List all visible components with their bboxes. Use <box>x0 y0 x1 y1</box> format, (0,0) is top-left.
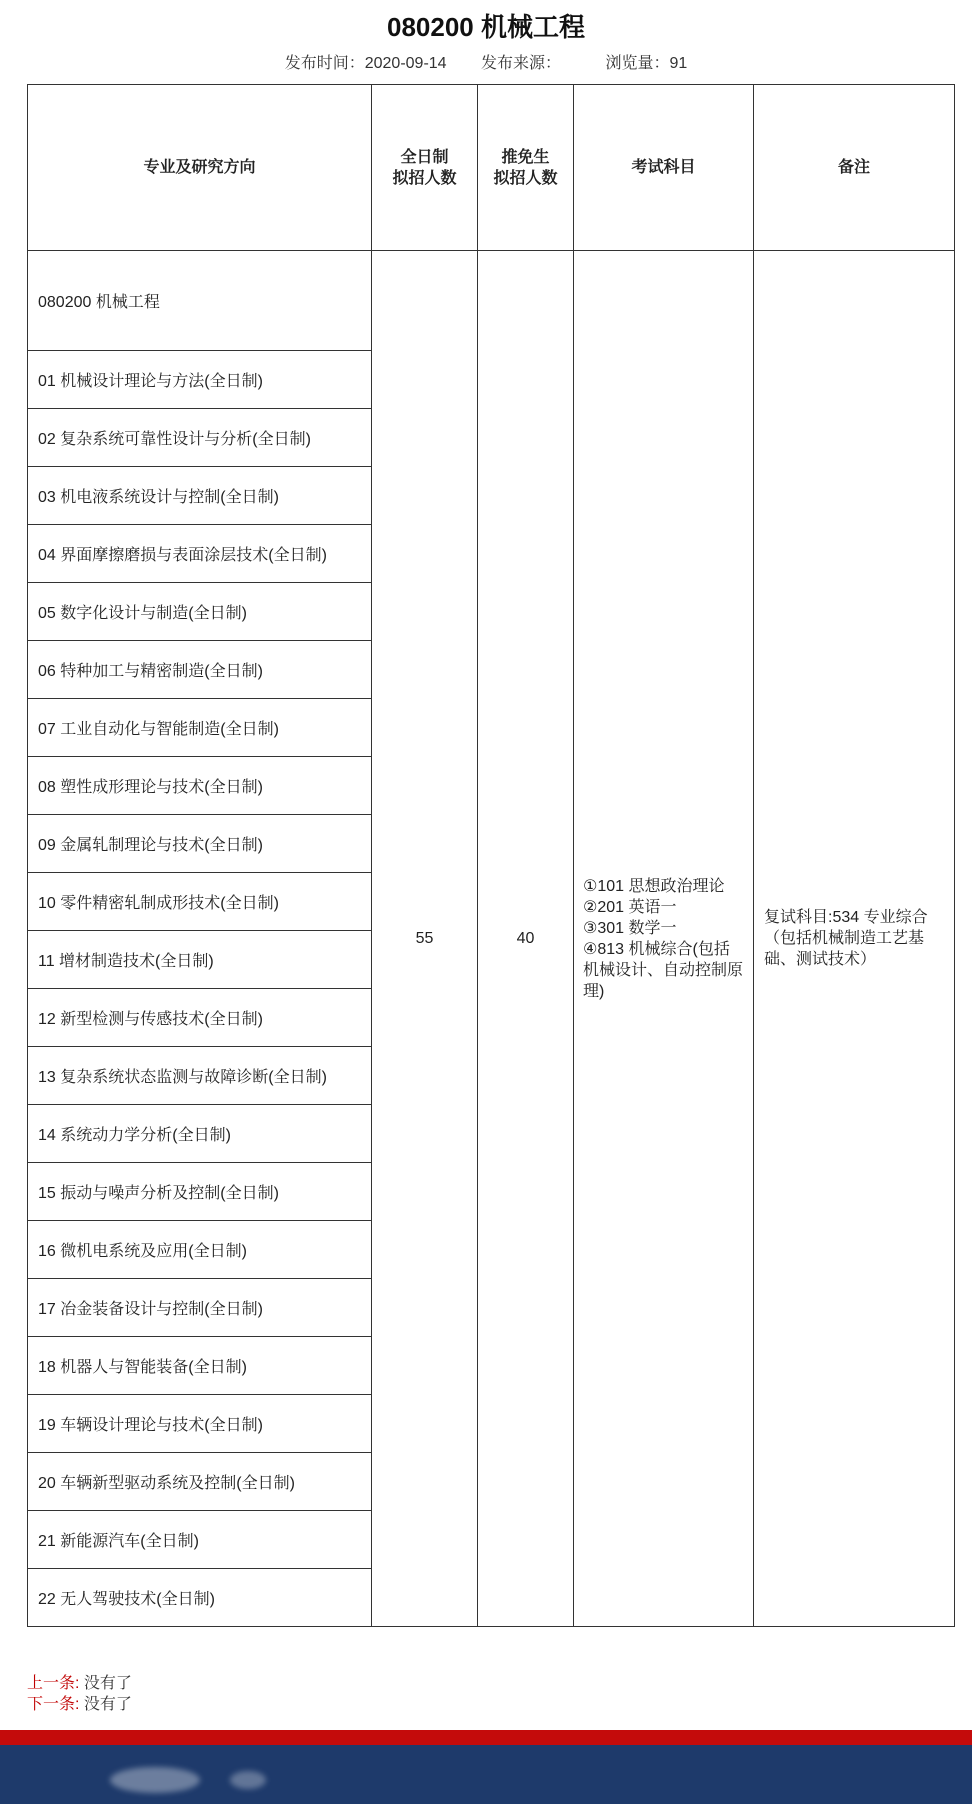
header-exempt-line2: 拟招人数 <box>493 169 558 187</box>
exam-subject: ②201 英语一 <box>583 898 677 916</box>
header-note: 备注 <box>754 85 955 251</box>
footer-banner <box>0 1745 972 1804</box>
direction-cell: 19 车辆设计理论与技术(全日制) <box>28 1395 372 1453</box>
header-fulltime-line1: 全日制 <box>400 148 449 166</box>
source-label: 发布来源： <box>481 55 562 72</box>
exam-subjects <box>574 251 754 1627</box>
exam-subject: ③301 数学一 <box>583 919 677 937</box>
page-title: 080200 机械工程 <box>387 12 585 42</box>
enrollment-table <box>27 84 955 1627</box>
header-fulltime-line2: 拟招人数 <box>392 169 457 187</box>
next-value: 没有了 <box>83 1696 132 1713</box>
header-exempt-line1: 推免生 <box>501 148 550 166</box>
cloud-decoration <box>230 1771 266 1789</box>
direction-cell: 14 系统动力学分析(全日制) <box>28 1105 372 1163</box>
direction-cell: 13 复杂系统状态监测与故障诊断(全日制) <box>28 1047 372 1105</box>
next-label: 下一条: <box>27 1696 80 1713</box>
views-label: 浏览量： <box>605 55 670 72</box>
cloud-decoration <box>110 1767 200 1793</box>
direction-cell: 22 无人驾驶技术(全日制) <box>28 1569 372 1627</box>
header-exam: 考试科目 <box>574 85 754 251</box>
prev-article[interactable] <box>27 1673 132 1694</box>
direction-cell: 11 增材制造技术(全日制) <box>28 931 372 989</box>
direction-cell: 10 零件精密轧制成形技术(全日制) <box>28 873 372 931</box>
direction-cell: 05 数字化设计与制造(全日制) <box>28 583 372 641</box>
table-row-major <box>28 251 955 351</box>
prev-label: 上一条: <box>27 1675 80 1692</box>
table-header-row <box>28 85 955 251</box>
footer-red-bar <box>0 1730 972 1745</box>
direction-cell: 02 复杂系统可靠性设计与分析(全日制) <box>28 409 372 467</box>
exempt-count: 40 <box>478 251 574 1627</box>
direction-cell: 01 机械设计理论与方法(全日制) <box>28 351 372 409</box>
header-fulltime <box>372 85 478 251</box>
direction-cell: 17 冶金装备设计与控制(全日制) <box>28 1279 372 1337</box>
publish-date: 2020-09-14 <box>364 55 447 72</box>
header-exempt <box>478 85 574 251</box>
direction-cell: 15 振动与噪声分析及控制(全日制) <box>28 1163 372 1221</box>
direction-cell: 09 金属轧制理论与技术(全日制) <box>28 815 372 873</box>
direction-cell: 03 机电液系统设计与控制(全日制) <box>28 467 372 525</box>
exam-subject: ①101 思想政治理论 <box>583 877 725 895</box>
publish-label: 发布时间： <box>284 55 365 72</box>
next-article[interactable] <box>27 1694 132 1715</box>
major-cell: 080200 机械工程 <box>28 251 372 351</box>
direction-cell: 12 新型检测与传感技术(全日制) <box>28 989 372 1047</box>
direction-cell: 07 工业自动化与智能制造(全日制) <box>28 699 372 757</box>
direction-cell: 21 新能源汽车(全日制) <box>28 1511 372 1569</box>
direction-cell: 08 塑性成形理论与技术(全日制) <box>28 757 372 815</box>
direction-cell: 06 特种加工与精密制造(全日制) <box>28 641 372 699</box>
direction-cell: 04 界面摩擦磨损与表面涂层技术(全日制) <box>28 525 372 583</box>
direction-cell: 20 车辆新型驱动系统及控制(全日制) <box>28 1453 372 1511</box>
prev-value: 没有了 <box>83 1675 132 1692</box>
exam-subject: ④813 机械综合(包括机械设计、自动控制原理) <box>583 940 744 1000</box>
header-direction: 专业及研究方向 <box>28 85 372 251</box>
fulltime-count: 55 <box>372 251 478 1627</box>
views-count: 91 <box>669 55 688 72</box>
article-meta <box>0 53 972 75</box>
direction-cell: 18 机器人与智能装备(全日制) <box>28 1337 372 1395</box>
direction-cell: 16 微机电系统及应用(全日制) <box>28 1221 372 1279</box>
article-nav <box>27 1673 132 1715</box>
note-cell: 复试科目:534 专业综合（包括机械制造工艺基础、测试技术） <box>754 251 955 1627</box>
